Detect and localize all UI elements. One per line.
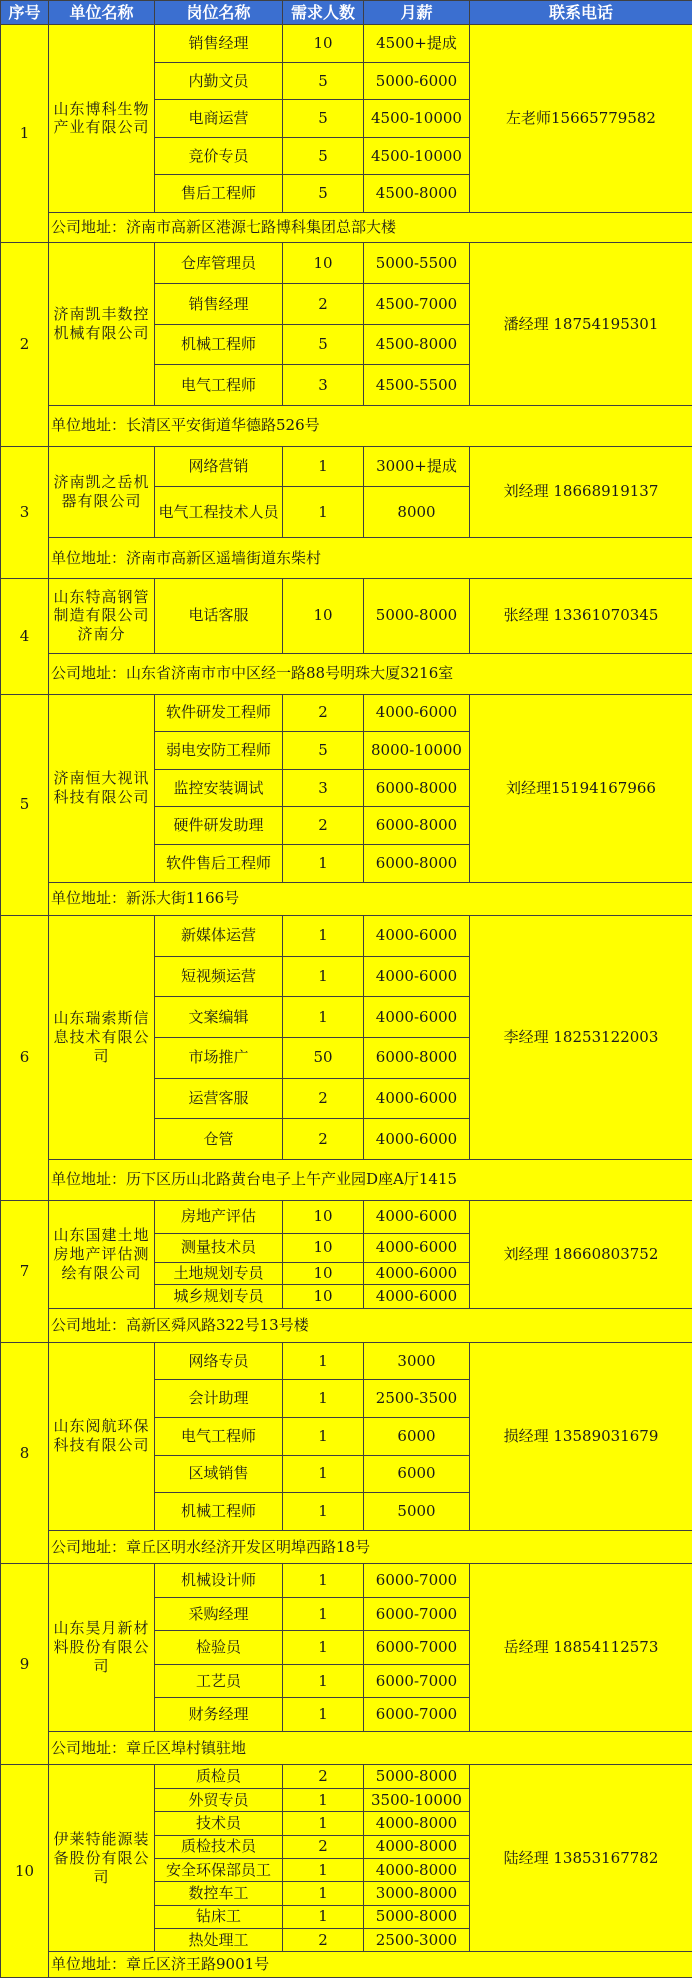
job-count: 1: [283, 1858, 364, 1881]
job-title: 工艺员: [155, 1664, 283, 1698]
job-salary: 4000-6000: [364, 1119, 470, 1160]
job-title: 技术员: [155, 1812, 283, 1835]
company-seq: 10: [1, 1765, 49, 1978]
job-salary: 6000-7000: [364, 1664, 470, 1698]
job-count: 5: [283, 137, 364, 175]
header-row: [1, 1, 692, 25]
job-title: 质检技术员: [155, 1835, 283, 1858]
company-address: 公司地址：章丘区明水经济开发区明埠西路18号: [49, 1530, 692, 1564]
job-salary: 4000-6000: [364, 916, 470, 957]
company-address: 单位地址：济南市高新区遥墙街道东柴村: [49, 538, 692, 579]
address-row: [1, 1159, 692, 1200]
job-count: 3: [283, 769, 364, 807]
address-row: [1, 882, 692, 916]
job-count: 1: [283, 1664, 364, 1698]
job-salary: 6000-7000: [364, 1631, 470, 1665]
job-title: 软件研发工程师: [155, 694, 283, 732]
company-contact: 刘经理 18668919137: [470, 446, 692, 537]
job-title: 电气工程师: [155, 1417, 283, 1455]
address-row: [1, 212, 692, 242]
job-title: 竞价专员: [155, 137, 283, 175]
job-count: 1: [283, 1882, 364, 1905]
job-title: 电商运营: [155, 100, 283, 138]
job-count: 50: [283, 1037, 364, 1078]
job-count: 1: [283, 1342, 364, 1380]
job-count: 10: [283, 1200, 364, 1234]
job-title: 弱电安防工程师: [155, 732, 283, 770]
company-seq: 9: [1, 1564, 49, 1765]
job-count: 10: [283, 1284, 364, 1308]
job-count: 1: [283, 997, 364, 1038]
job-row: [1, 1342, 692, 1380]
company-seq: 5: [1, 694, 49, 916]
job-salary: 6000: [364, 1455, 470, 1493]
company-name: 济南凯之岳机器有限公司: [49, 446, 155, 537]
job-row: [1, 1200, 692, 1234]
job-salary: 6000-7000: [364, 1597, 470, 1631]
header-company: 单位名称: [49, 1, 155, 25]
company-name: 山东博科生物产业有限公司: [49, 25, 155, 213]
header-salary: 月薪: [364, 1, 470, 25]
job-salary: 4000-6000: [364, 1200, 470, 1234]
company-contact: 刘经理 18660803752: [470, 1200, 692, 1309]
address-row: [1, 653, 692, 694]
job-count: 5: [283, 100, 364, 138]
job-count: 2: [283, 1835, 364, 1858]
address-row: [1, 1952, 692, 1978]
job-salary: 4000-6000: [364, 694, 470, 732]
job-title: 采购经理: [155, 1597, 283, 1631]
job-salary: 4500-7000: [364, 284, 470, 325]
job-count: 10: [283, 1234, 364, 1262]
job-salary: 4500-8000: [364, 324, 470, 365]
job-count: 1: [283, 1812, 364, 1835]
job-title: 测量技术员: [155, 1234, 283, 1262]
company-name: 山东阅航环保科技有限公司: [49, 1342, 155, 1530]
job-salary: 8000: [364, 487, 470, 538]
company-seq: 7: [1, 1200, 49, 1342]
job-count: 1: [283, 1905, 364, 1928]
company-name: 山东瑞索斯信息技术有限公司: [49, 916, 155, 1160]
job-row: [1, 1765, 692, 1788]
job-row: [1, 25, 692, 63]
job-title: 外贸专员: [155, 1788, 283, 1811]
job-salary: 4000-8000: [364, 1812, 470, 1835]
job-title: 网络营销: [155, 446, 283, 487]
company-address: 公司地址：高新区舜风路322号13号楼: [49, 1309, 692, 1343]
job-count: 5: [283, 324, 364, 365]
table-body: [1, 25, 692, 1978]
job-count: 1: [283, 1455, 364, 1493]
job-title: 销售经理: [155, 25, 283, 63]
job-title: 机械设计师: [155, 1564, 283, 1598]
job-salary: 4000-6000: [364, 1284, 470, 1308]
job-row: [1, 446, 692, 487]
address-row: [1, 1731, 692, 1765]
job-title: 区域销售: [155, 1455, 283, 1493]
job-salary: 4000-6000: [364, 1078, 470, 1119]
job-salary: 5000-8000: [364, 578, 470, 653]
job-title: 机械工程师: [155, 1493, 283, 1531]
job-title: 市场推广: [155, 1037, 283, 1078]
header-seq: 序号: [1, 1, 49, 25]
job-count: 2: [283, 1078, 364, 1119]
job-salary: 4500-10000: [364, 100, 470, 138]
job-title: 网络专员: [155, 1342, 283, 1380]
job-salary: 5000-8000: [364, 1905, 470, 1928]
company-contact: 刘经理15194167966: [470, 694, 692, 882]
job-title: 仓管: [155, 1119, 283, 1160]
job-title: 硬件研发助理: [155, 807, 283, 845]
job-salary: 5000-5500: [364, 243, 470, 284]
job-salary: 3000-8000: [364, 1882, 470, 1905]
job-title: 电气工程师: [155, 365, 283, 406]
job-title: 土地规划专员: [155, 1262, 283, 1284]
job-salary: 4500-10000: [364, 137, 470, 175]
job-title: 热处理工: [155, 1928, 283, 1951]
job-salary: 5000-6000: [364, 62, 470, 100]
job-title: 会计助理: [155, 1380, 283, 1418]
job-salary: 6000-7000: [364, 1698, 470, 1732]
job-salary: 6000: [364, 1417, 470, 1455]
job-count: 2: [283, 284, 364, 325]
job-salary: 6000-8000: [364, 1037, 470, 1078]
company-name: 济南凯丰数控机械有限公司: [49, 243, 155, 406]
job-salary: 6000-8000: [364, 844, 470, 882]
company-name: 山东国建土地房地产评估测绘有限公司: [49, 1200, 155, 1309]
job-count: 10: [283, 243, 364, 284]
company-name: 伊莱特能源装备股份有限公司: [49, 1765, 155, 1952]
address-row: [1, 1309, 692, 1343]
job-count: 2: [283, 694, 364, 732]
job-salary: 3000: [364, 1342, 470, 1380]
company-name: 山东特高钢管制造有限公司济南分: [49, 578, 155, 653]
address-row: [1, 538, 692, 579]
job-salary: 4000-6000: [364, 956, 470, 997]
company-seq: 6: [1, 916, 49, 1200]
company-address: 单位地址：历下区历山北路黄台电子上午产业园D座A厅1415: [49, 1159, 692, 1200]
job-count: 1: [283, 1380, 364, 1418]
job-salary: 5000: [364, 1493, 470, 1531]
job-title: 内勤文员: [155, 62, 283, 100]
job-salary: 6000-8000: [364, 807, 470, 845]
company-seq: 4: [1, 578, 49, 694]
job-salary: 6000-7000: [364, 1564, 470, 1598]
job-salary: 3000+提成: [364, 446, 470, 487]
job-row: [1, 694, 692, 732]
job-salary: 4500+提成: [364, 25, 470, 63]
job-count: 10: [283, 578, 364, 653]
company-contact: 岳经理 18854112573: [470, 1564, 692, 1732]
company-contact: 潘经理 18754195301: [470, 243, 692, 406]
job-count: 2: [283, 1765, 364, 1788]
job-salary: 6000-8000: [364, 769, 470, 807]
job-title: 软件售后工程师: [155, 844, 283, 882]
job-title: 财务经理: [155, 1698, 283, 1732]
job-title: 机械工程师: [155, 324, 283, 365]
job-count: 2: [283, 1928, 364, 1951]
company-address: 公司地址：山东省济南市市中区经一路88号明珠大厦3216室: [49, 653, 692, 694]
company-seq: 2: [1, 243, 49, 446]
company-contact: 损经理 13589031679: [470, 1342, 692, 1530]
job-salary: 4000-6000: [364, 1234, 470, 1262]
job-salary: 4000-8000: [364, 1858, 470, 1881]
job-title: 新媒体运营: [155, 916, 283, 957]
company-address: 单位地址：章丘区济王路9001号: [49, 1952, 692, 1978]
job-row: [1, 916, 692, 957]
company-name: 济南恒大视讯科技有限公司: [49, 694, 155, 882]
job-count: 1: [283, 487, 364, 538]
job-count: 1: [283, 446, 364, 487]
company-contact: 李经理 18253122003: [470, 916, 692, 1160]
job-title: 售后工程师: [155, 175, 283, 213]
company-address: 单位地址：新泺大街1166号: [49, 882, 692, 916]
job-count: 1: [283, 956, 364, 997]
job-salary: 8000-10000: [364, 732, 470, 770]
job-salary: 2500-3500: [364, 1380, 470, 1418]
job-salary: 4000-6000: [364, 997, 470, 1038]
job-row: [1, 578, 692, 653]
job-title: 监控安装调试: [155, 769, 283, 807]
job-count: 1: [283, 1597, 364, 1631]
job-count: 1: [283, 1417, 364, 1455]
job-title: 数控车工: [155, 1882, 283, 1905]
header-contact: 联系电话: [470, 1, 692, 25]
job-title: 钻床工: [155, 1905, 283, 1928]
company-contact: 陆经理 13853167782: [470, 1765, 692, 1952]
job-title: 安全环保部员工: [155, 1858, 283, 1881]
job-title: 运营客服: [155, 1078, 283, 1119]
job-count: 1: [283, 844, 364, 882]
company-seq: 3: [1, 446, 49, 578]
job-count: 10: [283, 25, 364, 63]
company-address: 单位地址：长清区平安街道华德路526号: [49, 406, 692, 447]
job-count: 1: [283, 1493, 364, 1531]
job-title: 质检员: [155, 1765, 283, 1788]
job-count: 1: [283, 1698, 364, 1732]
job-title: 电话客服: [155, 578, 283, 653]
job-count: 2: [283, 1119, 364, 1160]
job-salary: 2500-3000: [364, 1928, 470, 1951]
address-row: [1, 1530, 692, 1564]
job-title: 销售经理: [155, 284, 283, 325]
company-name: 山东昊月新材料股份有限公司: [49, 1564, 155, 1732]
job-salary: 4500-5500: [364, 365, 470, 406]
job-title: 仓库管理员: [155, 243, 283, 284]
job-count: 5: [283, 175, 364, 213]
job-title: 短视频运营: [155, 956, 283, 997]
company-seq: 8: [1, 1342, 49, 1564]
job-salary: 4000-6000: [364, 1262, 470, 1284]
company-contact: 张经理 13361070345: [470, 578, 692, 653]
job-salary: 3500-10000: [364, 1788, 470, 1811]
job-row: [1, 1564, 692, 1598]
job-salary: 5000-8000: [364, 1765, 470, 1788]
job-salary: 4000-8000: [364, 1835, 470, 1858]
company-seq: 1: [1, 25, 49, 243]
job-count: 3: [283, 365, 364, 406]
job-title: 房地产评估: [155, 1200, 283, 1234]
job-count: 10: [283, 1262, 364, 1284]
job-count: 5: [283, 62, 364, 100]
address-row: [1, 406, 692, 447]
job-title: 检验员: [155, 1631, 283, 1665]
job-count: 1: [283, 1788, 364, 1811]
job-count: 5: [283, 732, 364, 770]
company-address: 公司地址：章丘区埠村镇驻地: [49, 1731, 692, 1765]
job-count: 2: [283, 807, 364, 845]
job-count: 1: [283, 1631, 364, 1665]
job-title: 文案编辑: [155, 997, 283, 1038]
job-title: 城乡规划专员: [155, 1284, 283, 1308]
company-address: 公司地址：济南市高新区港源七路博科集团总部大楼: [49, 212, 692, 242]
company-contact: 左老师15665779582: [470, 25, 692, 213]
job-count: 1: [283, 916, 364, 957]
job-row: [1, 243, 692, 284]
header-position: 岗位名称: [155, 1, 283, 25]
job-salary: 4500-8000: [364, 175, 470, 213]
job-title: 电气工程技术人员: [155, 487, 283, 538]
header-count: 需求人数: [283, 1, 364, 25]
job-count: 1: [283, 1564, 364, 1598]
